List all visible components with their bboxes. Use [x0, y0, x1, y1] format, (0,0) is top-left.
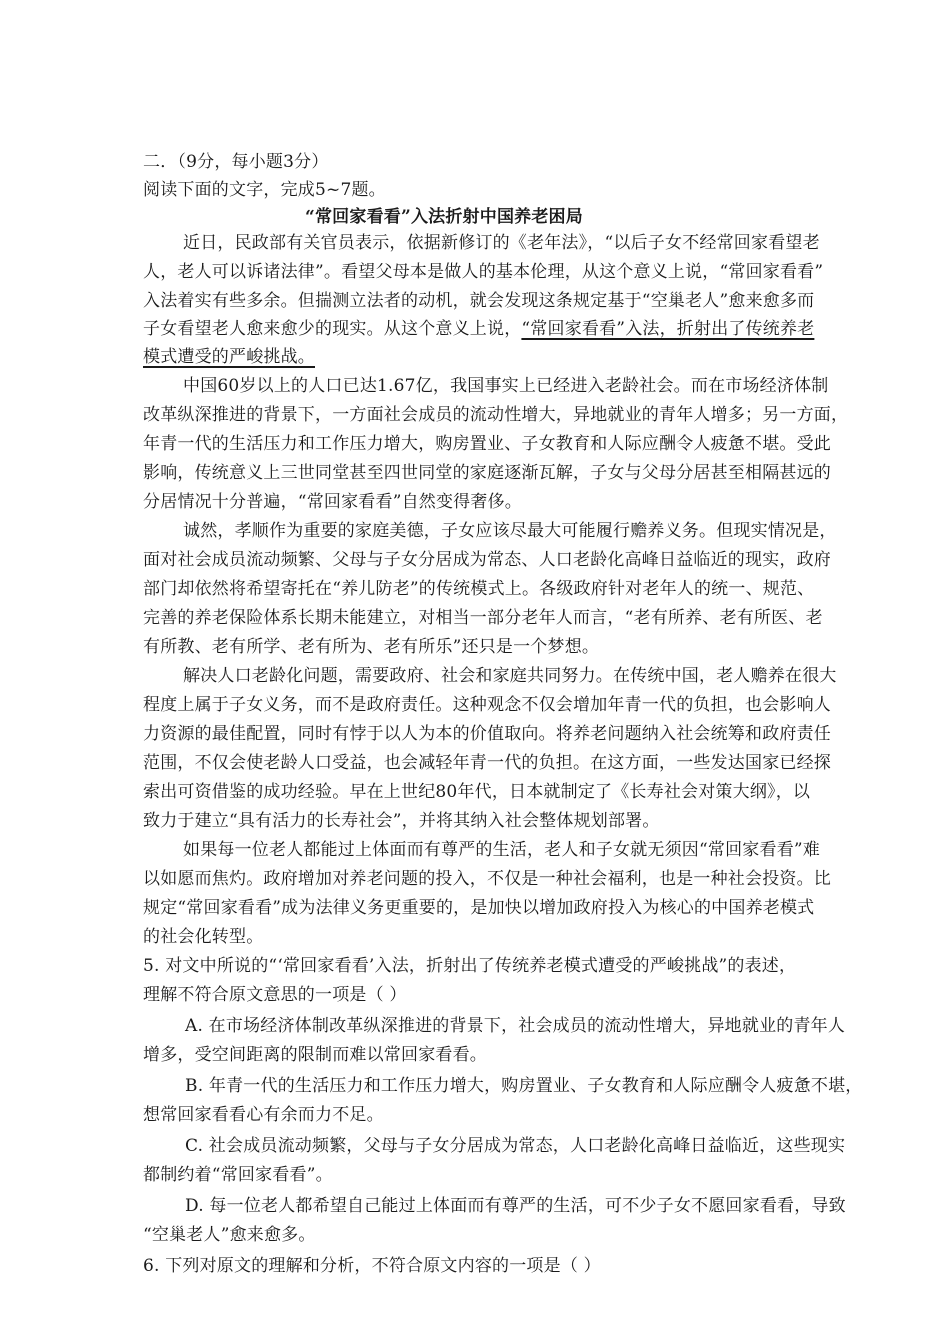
instruction-text: 阅读下面的文字，完成5~7题。	[143, 180, 386, 200]
option-a: A. 在市场经济体制改革纵深推进的背景下，社会成员的流动性增大，异地就业的青年人	[185, 1016, 846, 1036]
paragraph-4-line: 解决人口老龄化问题，需要政府、社会和家庭共同努力。在传统中国，老人赡养在很大	[183, 666, 837, 686]
paragraph-4-line: 范围，不仅会使老龄人口受益，也会减轻年青一代的负担。在这方面，一些发达国家已经探	[143, 753, 831, 773]
paragraph-3-line: 完善的养老保险体系长期未能建立，对相当一部分老年人而言，“老有所养、老有所医、老	[143, 608, 823, 628]
paragraph-2-line: 年青一代的生活压力和工作压力增大，购房置业、子女教育和人际应酬令人疲惫不堪。受此	[143, 434, 831, 454]
paragraph-3-line: 有所教、老有所学、老有所为、老有所乐”还只是一个梦想。	[143, 637, 600, 657]
paragraph-4-line: 力资源的最佳配置，同时有悖于以人为本的价值取向。将养老问题纳入社会统筹和政府责任	[143, 724, 831, 744]
paragraph-5-line: 如果每一位老人都能过上体面而有尊严的生活，老人和子女就无须因“常回家看看”难	[183, 840, 820, 860]
plain-text: 子女看望老人愈来愈少的现实。从这个意义上说，	[143, 319, 522, 339]
paragraph-4-line: 程度上属于子女义务，而不是政府责任。这种观念不仅会增加年青一代的负担，也会影响人	[143, 695, 831, 715]
paragraph-4-line: 致力于建立“具有活力的长寿社会”，并将其纳入社会整体规划部署。	[143, 811, 660, 831]
paragraph-1-line: 人，老人可以诉诸法律”。看望父母本是做人的基本伦理，从这个意义上说，“常回家看看”	[143, 262, 824, 282]
underlined-quote-end: 模式遭受的严峻挑战。	[143, 347, 315, 367]
paragraph-4-line: 索出可资借鉴的成功经验。早在上世纪80年代，日本就制定了《长寿社会对策大纲》，以	[143, 782, 811, 802]
paragraph-1-line: 近日，民政部有关官员表示，依据新修订的《老年法》，“以后子女不经常回家看望老	[183, 233, 820, 253]
paragraph-2-line: 改革纵深推进的背景下，一方面社会成员的流动性增大，异地就业的青年人增多；另一方面，	[143, 405, 849, 425]
option-b: B. 年青一代的生活压力和工作压力增大，购房置业、子女教育和人际应酬令人疲惫不堪，	[185, 1076, 863, 1096]
paragraph-3-line: 部门却依然将希望寄托在“养儿防老”的传统模式上。各级政府针对老年人的统一、规范、	[143, 579, 815, 599]
paragraph-5-line: 的社会化转型。	[143, 927, 264, 947]
option-c: C. 社会成员流动频繁，父母与子女分居成为常态，人口老龄化高峰日益临近，这些现实	[185, 1136, 846, 1156]
option-d: “空巢老人”愈来愈多。	[143, 1225, 316, 1245]
option-c: 都制约着“常回家看看”。	[143, 1165, 333, 1185]
paragraph-2-line: 分居情况十分普遍，“常回家看看”自然变得奢侈。	[143, 492, 522, 512]
paragraph-3-line: 面对社会成员流动频繁、父母与子女分居成为常态、人口老龄化高峰日益临近的现实，政府	[143, 550, 831, 570]
question-5-stem: 5. 对文中所说的“‘常回家看看’入法，折射出了传统养老模式遭受的严峻挑战”的表述，	[143, 956, 797, 976]
paragraph-1-line: 入法着实有些多余。但揣测立法者的动机，就会发现这条规定基于“空巢老人”愈来愈多而	[143, 291, 815, 311]
paragraph-2-line: 影响，传统意义上三世同堂甚至四世同堂的家庭逐渐瓦解，子女与父母分居甚至相隔甚远的	[143, 463, 831, 483]
question-6-stem: 6. 下列对原文的理解和分析，不符合原文内容的一项是（ ）	[143, 1256, 601, 1276]
underlined-quote: “常回家看看”入法，折射出了传统养老	[521, 319, 815, 339]
paragraph-3-line: 诚然，孝顺作为重要的家庭美德，子女应该尽最大可能履行赡养义务。但现实情况是，	[183, 521, 837, 541]
paragraph-5-line: 以如愿而焦灼。政府增加对养老问题的投入，不仅是一种社会福利，也是一种社会投资。比	[143, 869, 831, 889]
option-a: 增多，受空间距离的限制而难以常回家看看。	[143, 1045, 487, 1065]
section-heading: 二．（9分，每小题3分）	[143, 152, 329, 172]
paragraph-2-line: 中国60岁以上的人口已达1.67亿，我国事实上已经进入老龄社会。而在市场经济体制	[183, 376, 829, 396]
question-5-stem: 理解不符合原文意思的一项是（ ）	[143, 985, 407, 1005]
article-title: “常回家看看”入法折射中国养老困局	[305, 207, 583, 227]
paragraph-5-line: 规定“常回家看看”成为法律义务更重要的，是加快以增加政府投入为核心的中国养老模式	[143, 898, 815, 918]
paragraph-1-line	[143, 318, 814, 340]
option-d: D. 每一位老人都希望自己能过上体面而有尊严的生活，可不少子女不愿回家看看，导致	[185, 1196, 846, 1216]
option-b: 想常回家看看心有余而力不足。	[143, 1105, 384, 1125]
